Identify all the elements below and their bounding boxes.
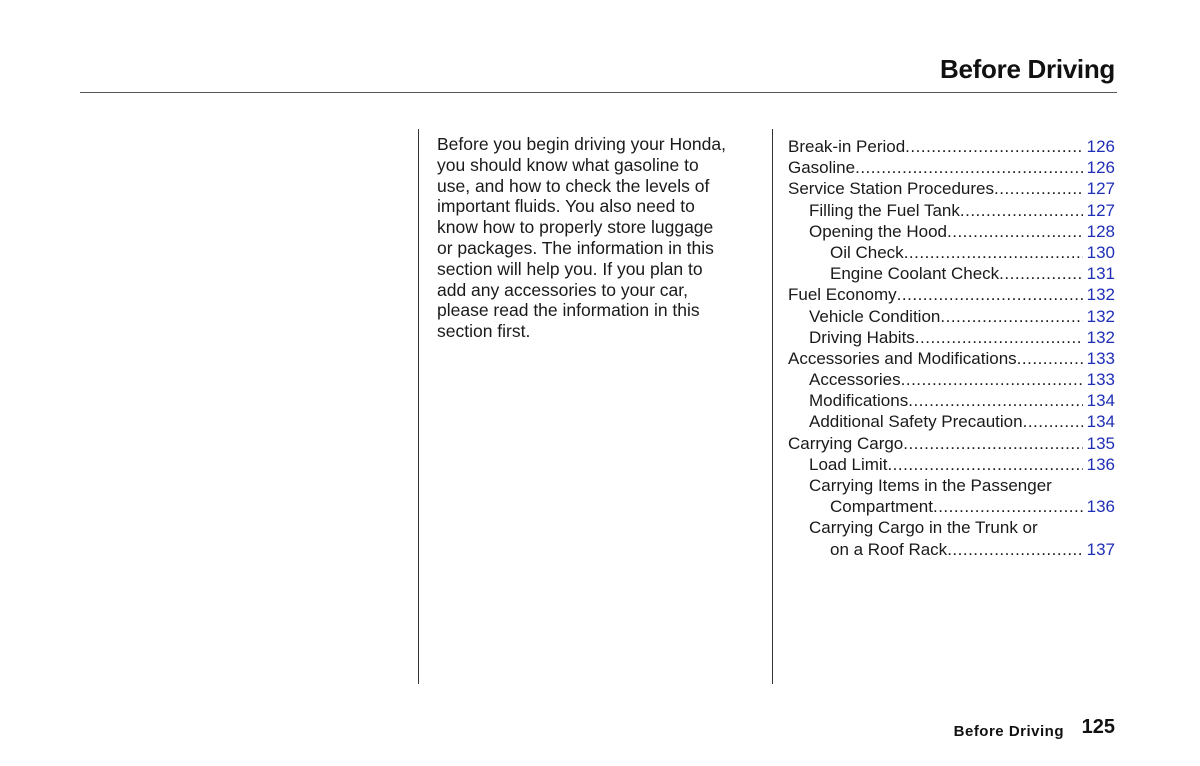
toc-leader-dots	[903, 433, 1082, 454]
toc-label: Filling the Fuel Tank	[809, 200, 960, 220]
footer-page-number: 125	[1081, 716, 1115, 738]
toc-entry-fuel-economy[interactable]	[788, 284, 1115, 305]
toc-page-link[interactable]: 132	[1086, 285, 1115, 305]
toc-entry-service-station-procedures[interactable]	[788, 178, 1115, 199]
toc-page-link[interactable]: 135	[1086, 433, 1115, 453]
toc-page-link[interactable]: 130	[1086, 242, 1115, 262]
toc-leader-dots	[994, 178, 1083, 199]
toc-leader-dots	[915, 327, 1083, 348]
toc-leader-dots	[1017, 348, 1083, 369]
toc-page-link[interactable]: 131	[1086, 264, 1115, 284]
toc-label: Service Station Procedures	[788, 179, 994, 199]
header-rule	[80, 92, 1117, 93]
toc-label: Driving Habits	[809, 327, 915, 347]
column-divider-left	[418, 129, 419, 684]
intro-paragraph	[437, 134, 767, 342]
intro-line: add any accessories to your car,	[437, 279, 688, 300]
toc-entry-carrying-cargo-trunk[interactable]	[788, 517, 1115, 538]
toc-label: Opening the Hood	[809, 221, 947, 241]
toc-page-link[interactable]: 136	[1086, 497, 1115, 517]
toc-page-link[interactable]: 134	[1086, 391, 1115, 411]
toc-entry-gasoline[interactable]	[788, 157, 1115, 178]
column-divider-right	[772, 129, 773, 684]
toc-label: Load Limit	[809, 454, 888, 474]
page-title: Before Driving	[940, 54, 1115, 84]
toc-leader-dots	[960, 200, 1083, 221]
toc-page-link[interactable]: 132	[1086, 306, 1115, 326]
toc-page-link[interactable]: 132	[1086, 327, 1115, 347]
toc-label: Accessories	[809, 370, 901, 390]
toc-page-link[interactable]: 133	[1086, 370, 1115, 390]
toc-page-link[interactable]: 137	[1086, 539, 1115, 559]
toc-leader-dots	[1023, 411, 1083, 432]
toc-label: Carrying Items in the Passenger	[809, 476, 1052, 495]
toc-entry-roof-rack[interactable]	[788, 539, 1115, 560]
toc-entry-additional-safety-precaution[interactable]	[788, 411, 1115, 432]
toc-entry-opening-hood[interactable]	[788, 221, 1115, 242]
toc-page-link[interactable]: 127	[1086, 179, 1115, 199]
toc-entry-break-in-period[interactable]	[788, 136, 1115, 157]
toc-label: Compartment	[830, 497, 933, 517]
toc-label: Additional Safety Precaution	[809, 412, 1023, 432]
toc-entry-carrying-items-passenger[interactable]	[788, 475, 1115, 496]
toc-entry-modifications[interactable]	[788, 390, 1115, 411]
toc-leader-dots	[940, 306, 1082, 327]
toc-label: Vehicle Condition	[809, 306, 941, 326]
intro-line: Before you begin driving your Honda,	[437, 134, 726, 154]
intro-line: please read the information in this	[437, 300, 700, 321]
intro-line: section first.	[437, 321, 531, 342]
toc-page-link[interactable]: 127	[1086, 200, 1115, 220]
toc-label: Gasoline	[788, 158, 856, 178]
toc-leader-dots	[947, 539, 1082, 560]
toc-label: Break-in Period	[788, 137, 906, 156]
toc-entry-accessories-and-modifications[interactable]	[788, 348, 1115, 369]
toc-label: Accessories and Modifications	[788, 348, 1017, 368]
toc-label: Carrying Cargo	[788, 433, 904, 453]
toc-leader-dots	[933, 496, 1083, 517]
toc-leader-dots	[855, 157, 1083, 178]
toc-entry-vehicle-condition[interactable]	[788, 306, 1115, 327]
toc-page-link[interactable]: 128	[1086, 221, 1115, 241]
toc-entry-compartment[interactable]	[788, 496, 1115, 517]
toc-label: Carrying Cargo in the Trunk or	[809, 518, 1038, 538]
intro-line: you should know what gasoline to	[437, 154, 699, 175]
toc-page-link[interactable]: 126	[1086, 158, 1115, 178]
toc-entry-engine-coolant-check[interactable]	[788, 263, 1115, 284]
toc-leader-dots	[947, 221, 1083, 242]
toc-label: Fuel Economy	[788, 285, 897, 305]
toc-label: Engine Coolant Check	[830, 264, 1000, 284]
table-of-contents	[788, 136, 1115, 560]
toc-page-link[interactable]: 134	[1086, 412, 1115, 432]
toc-leader-dots	[908, 390, 1082, 411]
intro-line: important fluids. You also need to	[437, 196, 695, 217]
toc-label: Oil Check	[830, 242, 904, 262]
toc-entry-accessories[interactable]	[788, 369, 1115, 390]
toc-entry-driving-habits[interactable]	[788, 327, 1115, 348]
toc-leader-dots	[905, 136, 1082, 157]
toc-entry-load-limit[interactable]	[788, 454, 1115, 475]
toc-leader-dots	[901, 369, 1083, 390]
toc-leader-dots	[897, 284, 1083, 305]
toc-page-link[interactable]: 136	[1086, 454, 1115, 474]
toc-leader-dots	[999, 263, 1082, 284]
intro-line: or packages. The information in this	[437, 237, 714, 258]
toc-entry-carrying-cargo[interactable]	[788, 433, 1115, 454]
intro-line: section will help you. If you plan to	[437, 258, 703, 279]
intro-line: know how to properly store luggage	[437, 217, 714, 238]
toc-page-link[interactable]: 126	[1086, 137, 1115, 156]
toc-leader-dots	[887, 454, 1082, 475]
footer-section-label: Before Driving	[953, 723, 1064, 740]
intro-line: use, and how to check the levels of	[437, 175, 710, 196]
toc-entry-filling-fuel-tank[interactable]	[788, 200, 1115, 221]
toc-label: on a Roof Rack	[830, 539, 948, 559]
toc-label: Modifications	[809, 391, 909, 411]
toc-leader-dots	[904, 242, 1083, 263]
toc-entry-oil-check[interactable]	[788, 242, 1115, 263]
toc-page-link[interactable]: 133	[1086, 348, 1115, 368]
